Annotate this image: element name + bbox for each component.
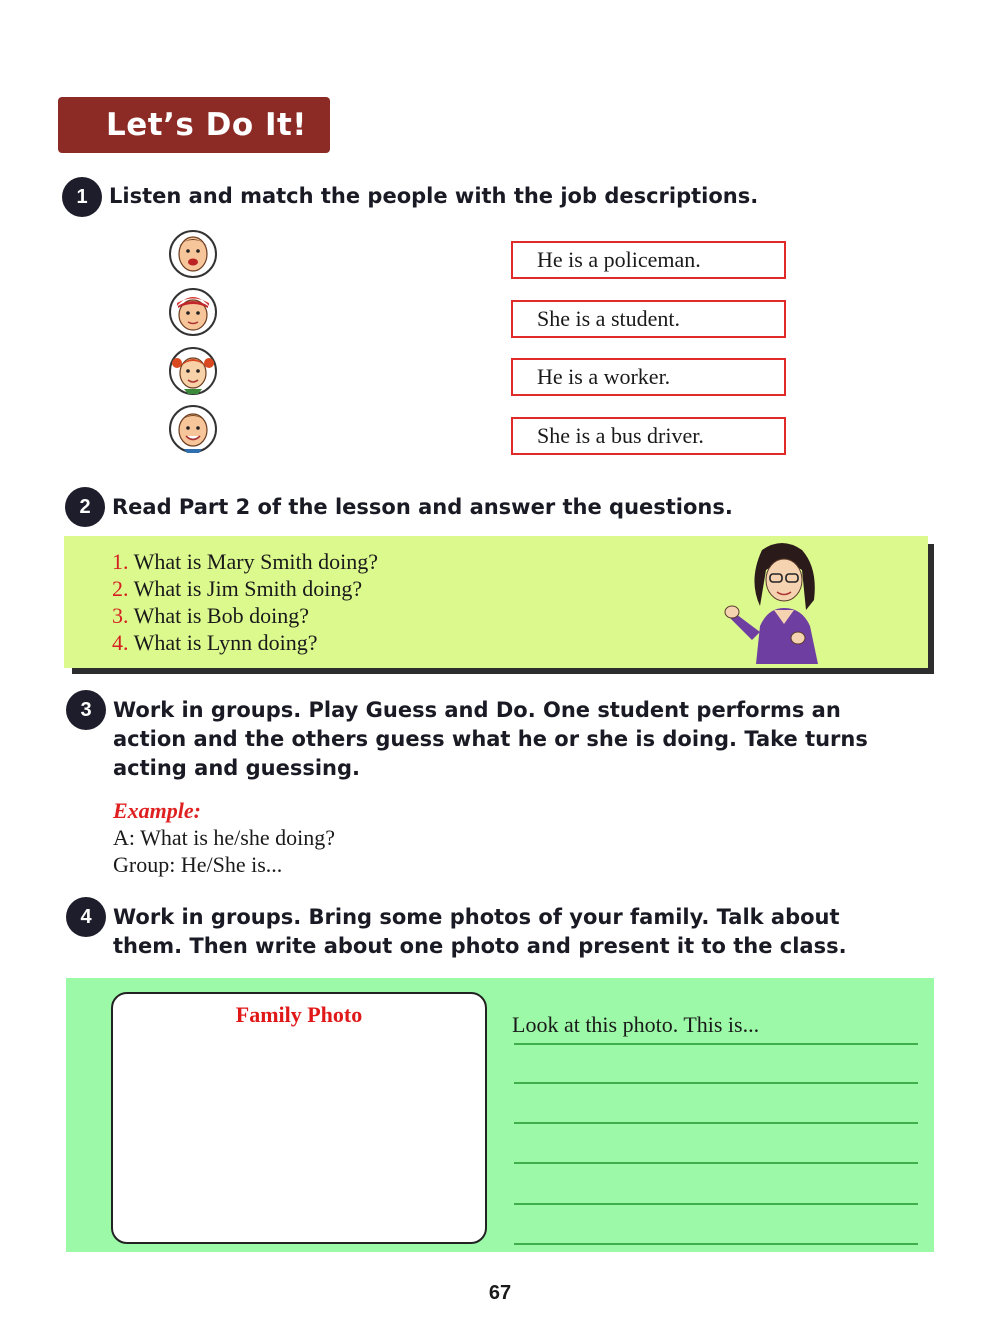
page-number: 67 [488,1282,512,1304]
task-1-instruction: Listen and match the people with the job descriptions. [109,184,759,208]
job-description-3: He is a worker. [511,358,786,396]
writing-prompt: Look at this photo. This is... [512,1012,760,1037]
task-3-instruction-line-1: Work in groups. Play Guess and Do. One student performs an [113,698,841,722]
question-item: 3. What is Bob doing? [112,603,309,628]
writing-line [514,1162,918,1164]
example-line-1: A: What is he/she doing? [113,825,335,850]
boy-face-icon [168,403,218,455]
job-description-1: He is a policeman. [511,241,786,279]
family-photo-label: Family Photo [235,1002,363,1027]
task-3-instruction-line-3: acting and guessing. [113,756,360,780]
task-3-number: 3 [66,690,106,730]
task-4-instruction-line-2: them. Then write about one photo and present it to the class. [113,934,847,958]
girl-pigtails-face-icon [168,345,218,397]
task-1-number: 1 [62,177,102,217]
example-label: Example: [113,798,201,823]
writing-line [514,1243,918,1245]
job-description-2: She is a student. [511,300,786,338]
family-photo-frame [111,992,487,1244]
task-2-number: 2 [65,487,105,527]
girl-cap-face-icon [168,286,218,338]
question-item: 2. What is Jim Smith doing? [112,576,363,601]
task-4-instruction-line-1: Work in groups. Bring some photos of your family. Talk about [113,905,840,929]
writing-line [514,1082,918,1084]
writing-line [514,1122,918,1124]
man-face-icon [168,228,218,280]
writing-line [514,1043,918,1045]
example-line-2: Group: He/She is... [113,852,283,877]
task-3-instruction-line-2: action and the others guess what he or she is doing. Take turns [113,727,868,751]
question-item: 4. What is Lynn doing? [112,630,318,655]
section-banner: Let’s Do It! [58,97,330,153]
task-2-instruction: Read Part 2 of the lesson and answer the questions. [112,495,733,519]
question-list [112,548,378,656]
question-item: 1. What is Mary Smith doing? [112,549,379,574]
task-4-number: 4 [66,897,106,937]
writing-line [514,1203,918,1205]
job-description-4: She is a bus driver. [511,417,786,455]
teacher-illustration [722,540,832,664]
